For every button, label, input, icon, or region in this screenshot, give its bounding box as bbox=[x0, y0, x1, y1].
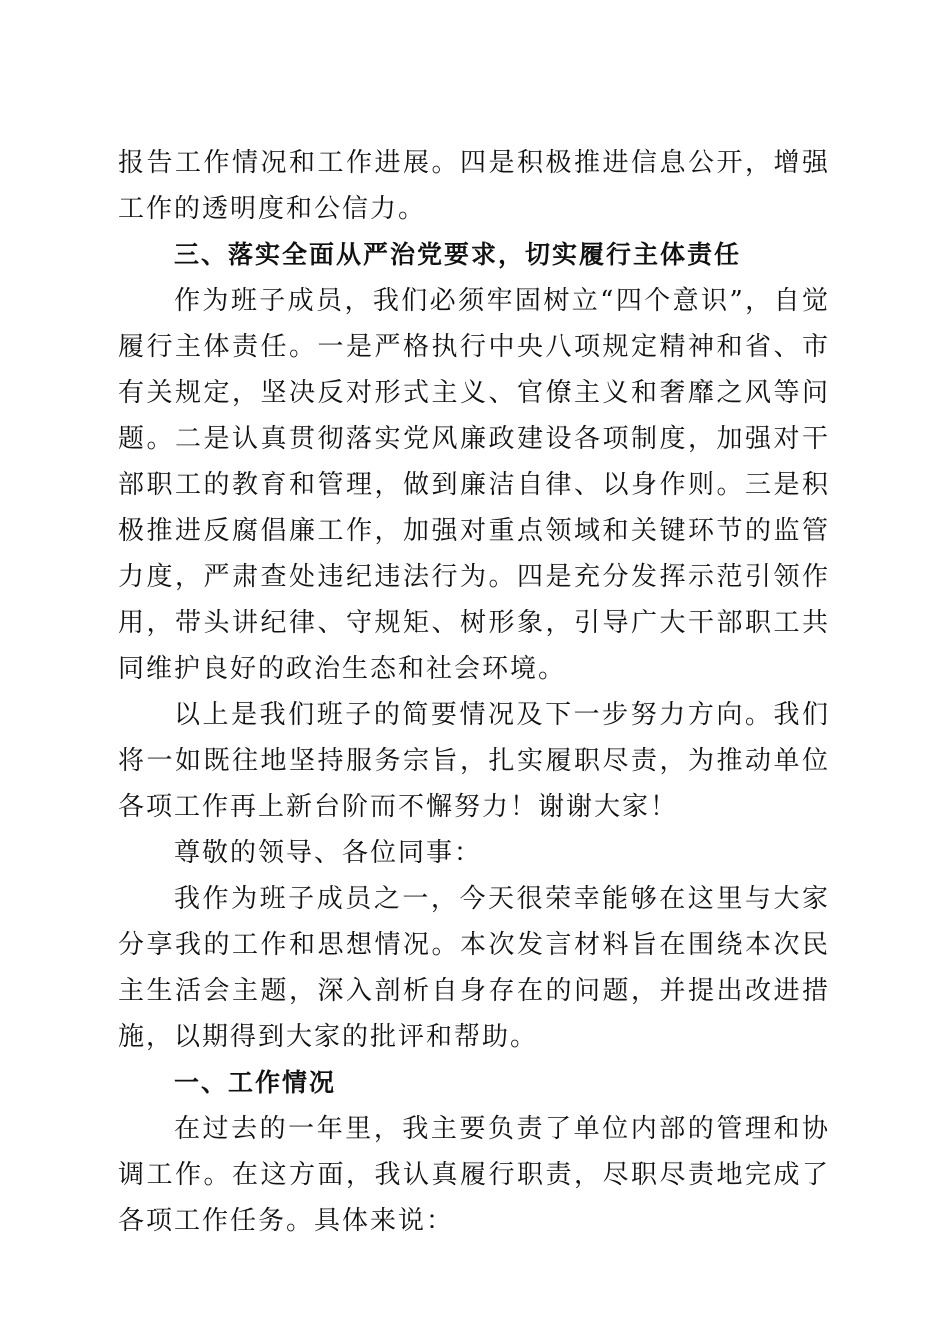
section-heading-one: 一、工作情况 bbox=[174, 1068, 337, 1097]
paragraph-work-situation: 在过去的一年里，我主要负责了单位内部的管理和协调工作。在这方面，我认真履行职责，尽职尽责地完成了各项工作任务。具体来说： bbox=[118, 1114, 830, 1236]
section-heading-three: 三、落实全面从严治党要求，切实履行主体责任 bbox=[174, 240, 742, 269]
paragraph-introduction: 我作为班子成员之一，今天很荣幸能够在这里与大家分享我的工作和思想情况。本次发言材料旨在围绕本次民主生活会主题，深入剖析自身存在的问题，并提出改进措施，以期得到大家的批评和帮助。 bbox=[118, 884, 830, 1052]
paragraph-closing: 以上是我们班子的简要情况及下一步努力方向。我们将一如既往地坚持服务宗旨，扎实履职尽责，为推动单位各项工作再上新台阶而不懈努力！谢谢大家！ bbox=[118, 700, 830, 822]
paragraph-responsibility: 作为班子成员，我们必须牢固树立“四个意识”，自觉履行主体责任。一是严格执行中央八项规定精神和省、市有关规定，坚决反对形式主义、官僚主义和奢靡之风等问题。二是认真贯彻落实党风廉政建设各项制度，加强对干部职工的教育和管理，做到廉洁自律、以身作则。三是积极推进反腐倡廉工作，加强对重点领域和关键环节的监管力度，严肃查处违纪违法行为。四是充分发挥示范引领作用，带头讲纪律、守规矩、树形象，引导广大干部职工共同维护良好的政治生态和社会环境。 bbox=[118, 286, 830, 684]
paragraph-continued: 报告工作情况和工作进展。四是积极推进信息公开，增强工作的透明度和公信力。 bbox=[118, 148, 830, 224]
document-body bbox=[118, 140, 830, 1244]
salutation: 尊敬的领导、各位同事： bbox=[174, 838, 483, 868]
